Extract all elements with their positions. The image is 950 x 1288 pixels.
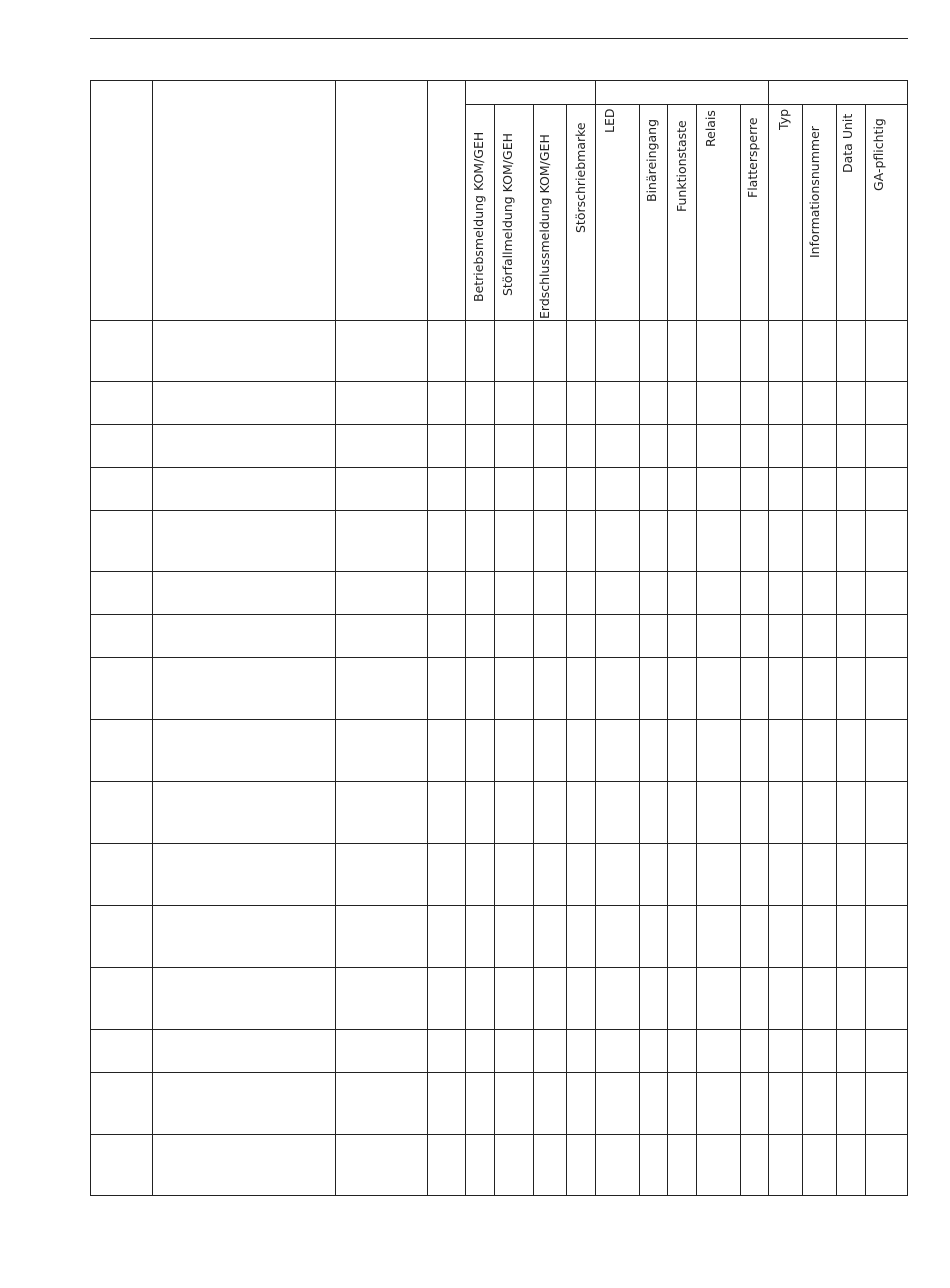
allocation-table: Betriebsmeldung KOM/GEH Störfallmeldung KOM/GEH Erdschlussmeldung KOM/GEH Störschriebmarke LED Binäreingang Funktionstaste Relais Flattersperre Typ Informationsnummer Data Unit GA-pflichtig [90,80,908,1196]
table-grid-lines [90,80,908,1196]
page-top-rule [90,38,908,39]
table-frame [91,81,908,1196]
